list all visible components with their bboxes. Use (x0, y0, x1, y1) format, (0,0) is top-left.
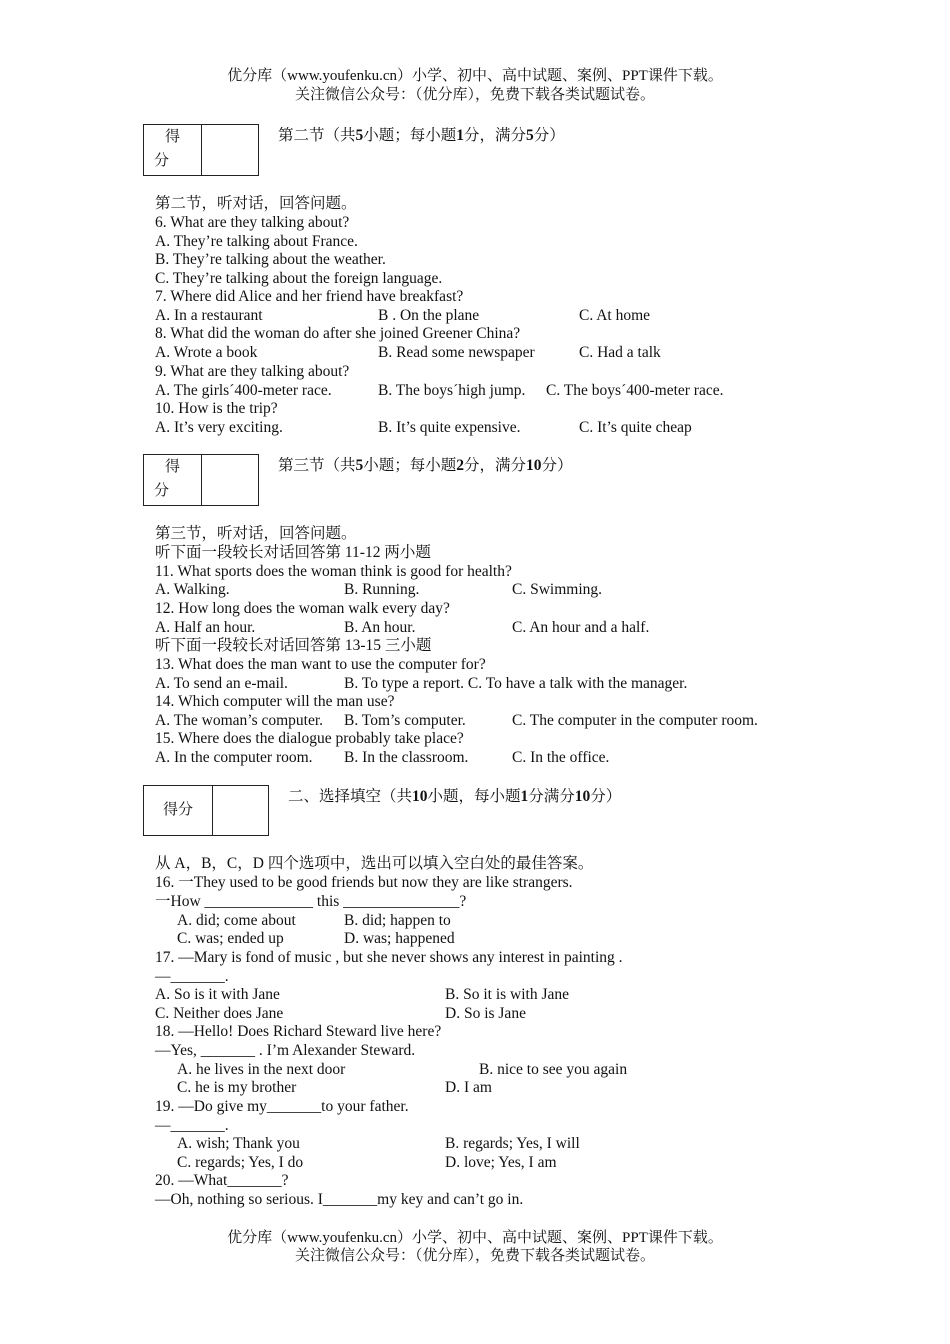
q10-opt-b: B. It’s quite expensive. (378, 419, 521, 436)
q16-opt-b: B. did; happen to (344, 912, 451, 929)
q19-blank: —_______. (155, 1117, 229, 1134)
q17-opt-a: A. So is it with Jane (155, 986, 280, 1003)
q9-opt-a: A. The girls´400-meter race. (155, 382, 332, 399)
q19-opt-b: B. regards; Yes, I will (445, 1135, 580, 1152)
score-box-section3 (143, 454, 259, 506)
q7: 7. Where did Alice and her friend have breakfast? (155, 288, 464, 305)
q18-blank: —Yes, _______ . I’m Alexander Steward. (155, 1042, 416, 1059)
q12-opt-b: B. An hour. (344, 619, 416, 636)
q7-opt-c: C. At home (579, 307, 651, 324)
q17-opt-b: B. So it is with Jane (445, 986, 570, 1003)
q18: 18. —Hello! Does Richard Steward live here? (155, 1023, 442, 1040)
q12-opt-c: C. An hour and a half. (512, 619, 650, 636)
q13: 13. What does the man want to use the computer for? (155, 656, 486, 673)
q11-opt-c: C. Swimming. (512, 581, 603, 598)
q11-opt-a: A. Walking. (155, 581, 230, 598)
q8-opt-c: C. Had a talk (579, 344, 661, 361)
q18-opt-c: C. he is my brother (177, 1079, 297, 1096)
q19-opt-d: D. love; Yes, I am (445, 1154, 557, 1171)
score-box-part2 (143, 785, 269, 836)
q16-opt-a: A. did; come about (177, 912, 296, 929)
header-line-1: 优分库（www.youfenku.cn）小学、初中、高中试题、案例、PPT课件下载。 (227, 68, 723, 84)
footer-line-2: 关注微信公众号：（优分库），免费下载各类试题试卷。 (294, 1248, 655, 1264)
q15-opt-b: B. In the classroom. (344, 749, 469, 766)
q10-opt-a: A. It’s very exciting. (155, 419, 283, 436)
q10: 10. How is the trip? (155, 400, 278, 417)
q18-opt-d: D. I am (445, 1079, 492, 1096)
part2-heading: 二、选择填空（共10小题，每小题1分满分10分） (288, 788, 622, 805)
score-label: 得 分 (144, 125, 202, 175)
q13-opt-a: A. To send an e-mail. (155, 675, 288, 692)
q13-opt-b: B. To type a report. C. To have a talk with the manager. (344, 675, 688, 692)
q20-blank: —Oh, nothing so serious. I_______my key and can’t go in. (155, 1191, 524, 1208)
q15-opt-c: C. In the office. (512, 749, 610, 766)
q14-opt-a: A. The woman’s computer. (155, 712, 324, 729)
section3-heading: 第三节（共5小题；每小题2分，满分10分） (278, 457, 573, 474)
section3-sub2: 听下面一段较长对话回答第 13-15 三小题 (155, 637, 432, 654)
q7-opt-b: B . On the plane (378, 307, 480, 324)
section2-heading: 第二节（共5小题；每小题1分，满分5分） (278, 127, 565, 144)
score-label: 得 分 (144, 455, 202, 505)
q10-opt-c: C. It’s quite cheap (579, 419, 692, 436)
q9: 9. What are they talking about? (155, 363, 350, 380)
q6-opt-b: B. They’re talking about the weather. (155, 251, 386, 268)
score-blank (202, 455, 258, 505)
q6-opt-a: A. They’re talking about France. (155, 233, 358, 250)
q19-opt-a: A. wish; Thank you (177, 1135, 300, 1152)
footer-line-1: 优分库（www.youfenku.cn）小学、初中、高中试题、案例、PPT课件下载。 (227, 1230, 723, 1246)
score-blank (202, 125, 258, 175)
q6: 6. What are they talking about? (155, 214, 350, 231)
q16-blank: 一How ______________ this _______________? (155, 893, 467, 910)
q17-blank: —_______. (155, 968, 229, 985)
q14-opt-b: B. Tom’s computer. (344, 712, 466, 729)
q8-opt-a: A. Wrote a book (155, 344, 258, 361)
header-line-2: 关注微信公众号：（优分库），免费下载各类试题试卷。 (294, 87, 655, 103)
q16: 16. 一They used to be good friends but now they are like strangers. (155, 874, 573, 891)
section3-sub1: 听下面一段较长对话回答第 11-12 两小题 (155, 544, 431, 561)
q12-opt-a: A. Half an hour. (155, 619, 256, 636)
q9-opt-b: B. The boys´high jump. (378, 382, 526, 399)
q14-opt-c: C. The computer in the computer room. (512, 712, 758, 729)
q8: 8. What did the woman do after she joined Greener China? (155, 325, 521, 342)
q16-opt-d: D. was; happened (344, 930, 455, 947)
part2-intro: 从 A，B，C，D 四个选项中，选出可以填入空白处的最佳答案。 (155, 855, 594, 872)
score-blank (213, 786, 268, 835)
score-label: 得分 (144, 786, 213, 835)
q16-opt-c: C. was; ended up (177, 930, 284, 947)
q19: 19. —Do give my_______to your father. (155, 1098, 409, 1115)
q12: 12. How long does the woman walk every day? (155, 600, 450, 617)
q18-opt-a: A. he lives in the next door (177, 1061, 346, 1078)
q11-opt-b: B. Running. (344, 581, 420, 598)
q18-opt-b: B. nice to see you again (479, 1061, 628, 1078)
section2-intro: 第二节，听对话，回答问题。 (155, 195, 357, 212)
q15-opt-a: A. In the computer room. (155, 749, 313, 766)
q11: 11. What sports does the woman think is good for health? (155, 563, 512, 580)
q20: 20. —What_______? (155, 1172, 289, 1189)
q9-opt-c: C. The boys´400-meter race. (546, 382, 724, 399)
q17-opt-d: D. So is Jane (445, 1005, 526, 1022)
q6-opt-c: C. They’re talking about the foreign language. (155, 270, 443, 287)
q14: 14. Which computer will the man use? (155, 693, 395, 710)
q8-opt-b: B. Read some newspaper (378, 344, 535, 361)
score-box-section2 (143, 124, 259, 176)
q15: 15. Where does the dialogue probably take place? (155, 730, 464, 747)
q7-opt-a: A. In a restaurant (155, 307, 263, 324)
q17-opt-c: C. Neither does Jane (155, 1005, 284, 1022)
q19-opt-c: C. regards; Yes, I do (177, 1154, 304, 1171)
section3-intro: 第三节，听对话，回答问题。 (155, 525, 357, 542)
q17: 17. —Mary is fond of music , but she never shows any interest in painting . (155, 949, 623, 966)
